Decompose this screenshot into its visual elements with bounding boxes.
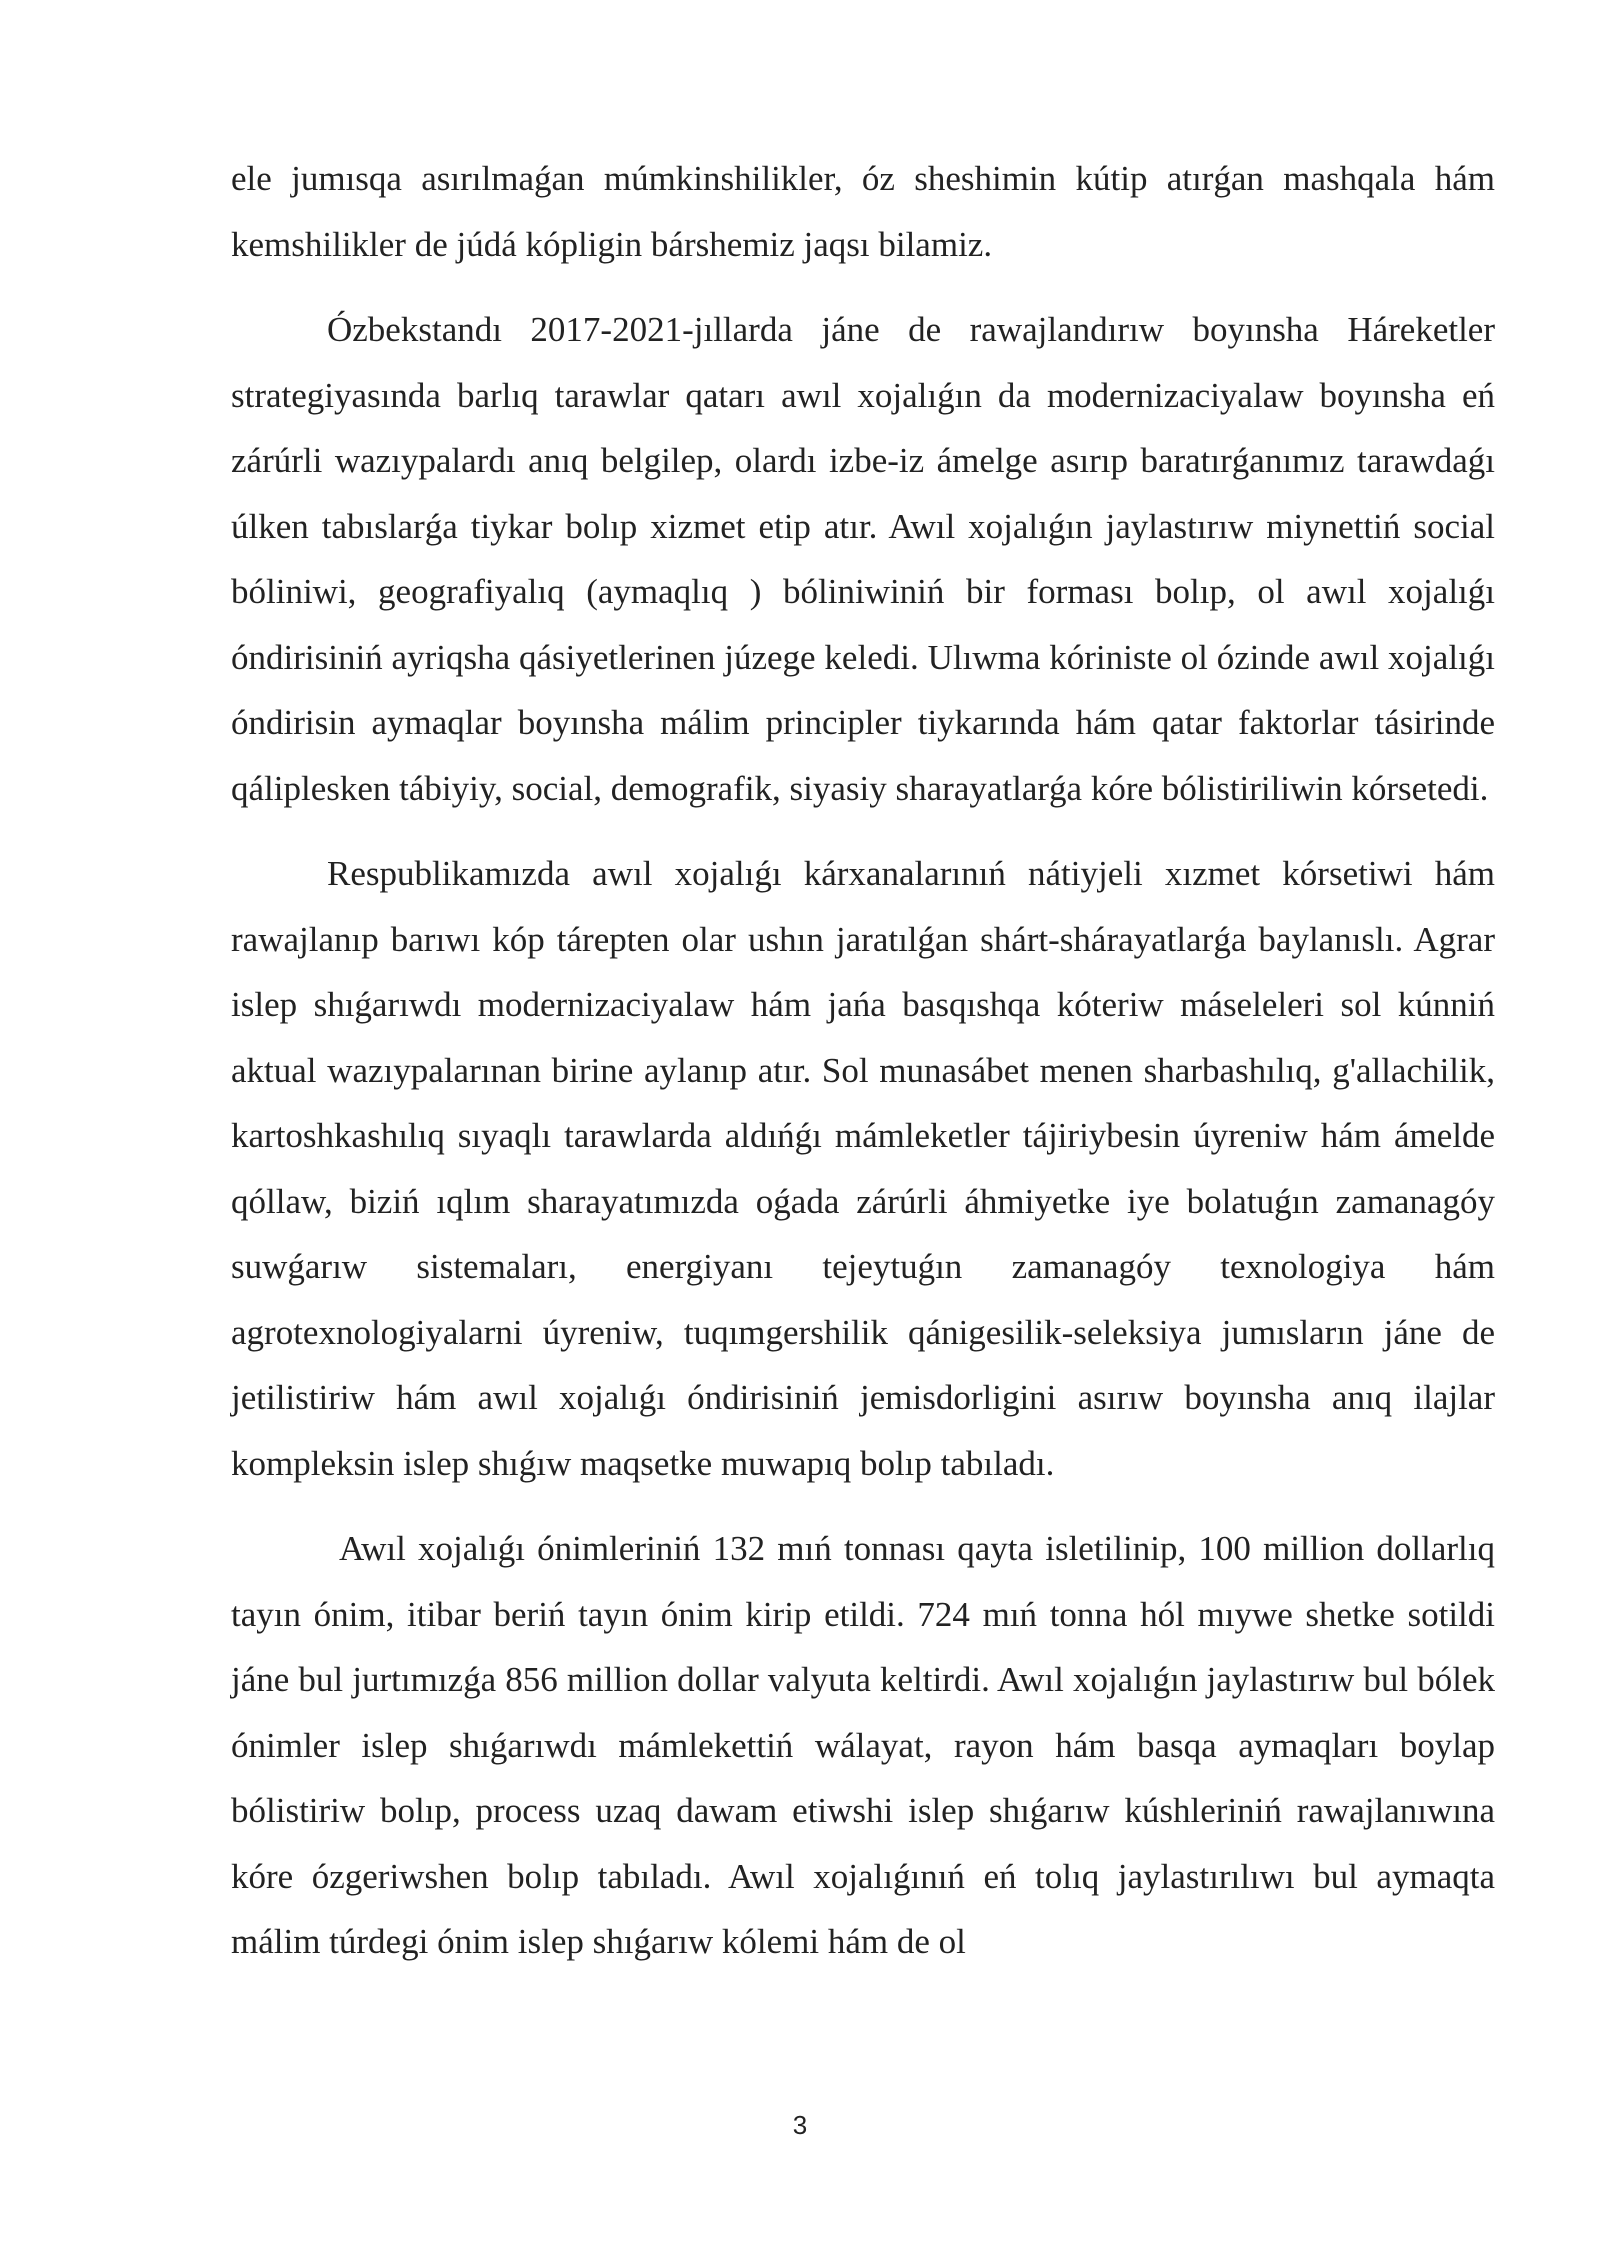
page-number: 3: [792, 2110, 808, 2140]
paragraph-products: Awıl xojalıǵı ónimleriniń 132 mıń tonnası qayta isletilinip, 100 million dollarlıq tayın ónim, itibar beriń tayın ónim kirip etildi. 724 mıń tonna hól mıywe shetke sotildi jáne bul jurtımızǵa 856 million dollar valyuta keltirdi. Awıl xojalıǵın jaylastırıw bul bólek ónimler islep shıǵarıwdı mámlekettiń wálayat, rayon hám basqa aymaqları boylap bólistiriw bolıp, process uzaq dawam etiwshi islep shıǵarıw kúshleriniń rawajlanıwına kóre ózgeriwshen bolıp tabıladı. Awıl xojalıǵınıń eń tolıq jaylastırılıwı bul aymaqta málim túrdegi ónim islep shıǵarıw kólemi hám de ol: [231, 1529, 1495, 1961]
paragraph-republic: Respublikamızda awıl xojalıǵı kárxanalarınıń nátiyjeli xızmet kórsetiwi hám rawajlanıp barıwı kóp tárepten olar ushın jaratılǵan shárt-shárayatlarǵa baylanıslı. Agrar islep shıǵarıwdı modernizaciyalaw hám jańa basqıshqa kóteriw máseleleri sol kúnniń aktual wazıypalarınan birine aylanıp atır. Sol munasábet menen sharbashılıq, g'allachilik, kartoshkashılıq sıyaqlı tarawlarda aldıńǵı mámleketler tájiriybesin úyreniw hám ámelde qóllaw, biziń ıqlım sharayatımızda oǵada zárúrli áhmiyetke iye bolatuǵın zamanagóy suwǵarıw sistemaları, energiyanı tejeytuǵın zamanagóy texnologiya hám agrotexnologiyalarni úyreniw, tuqımgershilik qánigesilik-seleksiya jumısların jáne de jetilistiriw hám awıl xojalıǵı óndirisiniń jemisdorligini asırıw boyınsha anıq ilajlar kompleksin islep shıǵıw maqsetke muwapıq bolıp tabıladı.: [231, 854, 1495, 1483]
paragraph-continuation: ele jumısqa asırılmaǵan múmkinshilikler, óz sheshimin kútip atırǵan mashqala hám kemshilikler de júdá kópligin bárshemiz jaqsı bilamiz.: [231, 159, 1495, 264]
body-text: [231, 146, 1495, 1975]
paragraph-strategy: Ózbekstandı 2017-2021-jıllarda jáne de rawajlandırıw boyınsha Háreketler strategiyasında barlıq tarawlar qatarı awıl xojalıǵın da modernizaciyalaw boyınsha eń zárúrli wazıypalardı anıq belgilep, olardı izbe-iz ámelge asırıp baratırǵanımız tarawdaǵı úlken tabıslarǵa tiykar bolıp xizmet etip atır. Awıl xojalıǵın jaylastırıw miynettiń social bóliniwi, geografiyalıq (aymaqlıq ) bóliniwiniń bir forması bolıp, ol awıl xojalıǵı óndirisiniń ayriqsha qásiyetlerinen júzege keledi. Ulıwma kóriniste ol ózinde awıl xojalıǵı óndirisin aymaqlar boyınsha málim principler tiykarında hám qatar faktorlar tásirinde qáliplesken tábiyiy, social, demografik, siyasiy sharayatlarǵa kóre bólistiriliwin kórsetedi.: [231, 310, 1495, 808]
